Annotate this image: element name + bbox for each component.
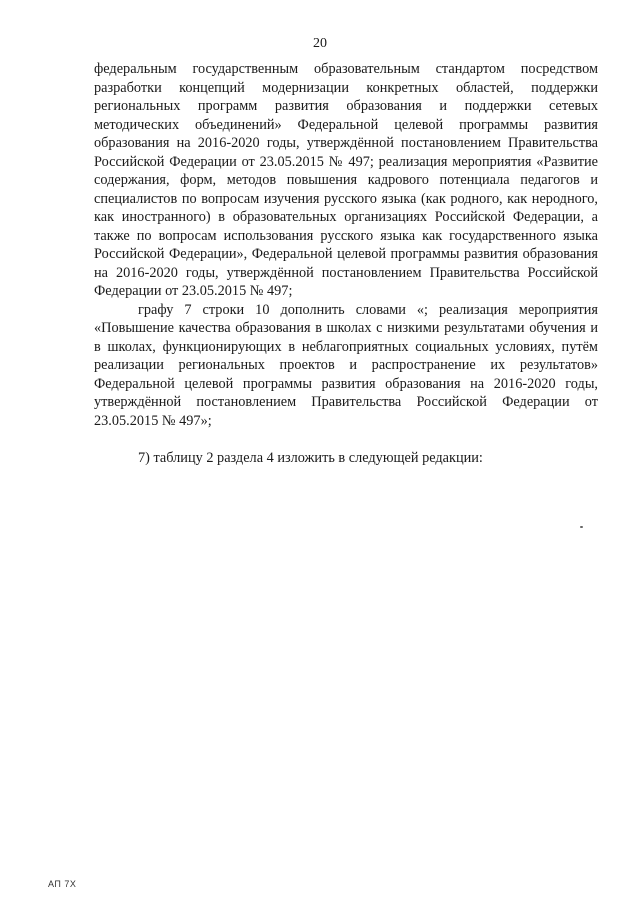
- page-number: 20: [313, 36, 327, 51]
- paragraph-amendment-column-7: графу 7 строки 10 дополнить словами «; реализация мероприятия «Повышение качества образования в школах с низкими результатами обучения и в школах, функционирующих в неблагоприятных социальных условиях, путём реализации региональных проектов и распространение их результатов» Федеральной целевой программы развития образования на 2016-2020 годы, утверждённой постановлением Правительства Российской Федерации от 23.05.2015 № 497»;: [94, 301, 598, 429]
- paragraph-table-2-instruction: 7) таблицу 2 раздела 4 изложить в следующей редакции:: [138, 450, 483, 466]
- scan-speck: [580, 526, 583, 528]
- paragraph-continuation: федеральным государственным образовательным стандартом посредством разработки концепций модернизации конкретных областей, поддержки региональных программ развития образования и поддержки сетевых методических объединений» Федеральной целевой программы развития образования на 2016-2020 годы, утверждённой постановлением Правительства Российской Федерации от 23.05.2015 № 497; реализация мероприятия «Развитие содержания, форм, методов повышения кадрового потенциала педагогов и специалистов по вопросам изучения русского языка (как родного, как неродного, как иностранного) в образовательных организациях Российской Федерации, а также по вопросам использования русского языка как государственного языка Российской Федерации», Федеральной целевой программы развития образования на 2016-2020 годы, утверждённой постановлением Правительства Российской Федерации от 23.05.2015 № 497;: [94, 61, 598, 299]
- footer-mark: АП 7Х: [48, 879, 77, 889]
- document-body: [94, 60, 598, 468]
